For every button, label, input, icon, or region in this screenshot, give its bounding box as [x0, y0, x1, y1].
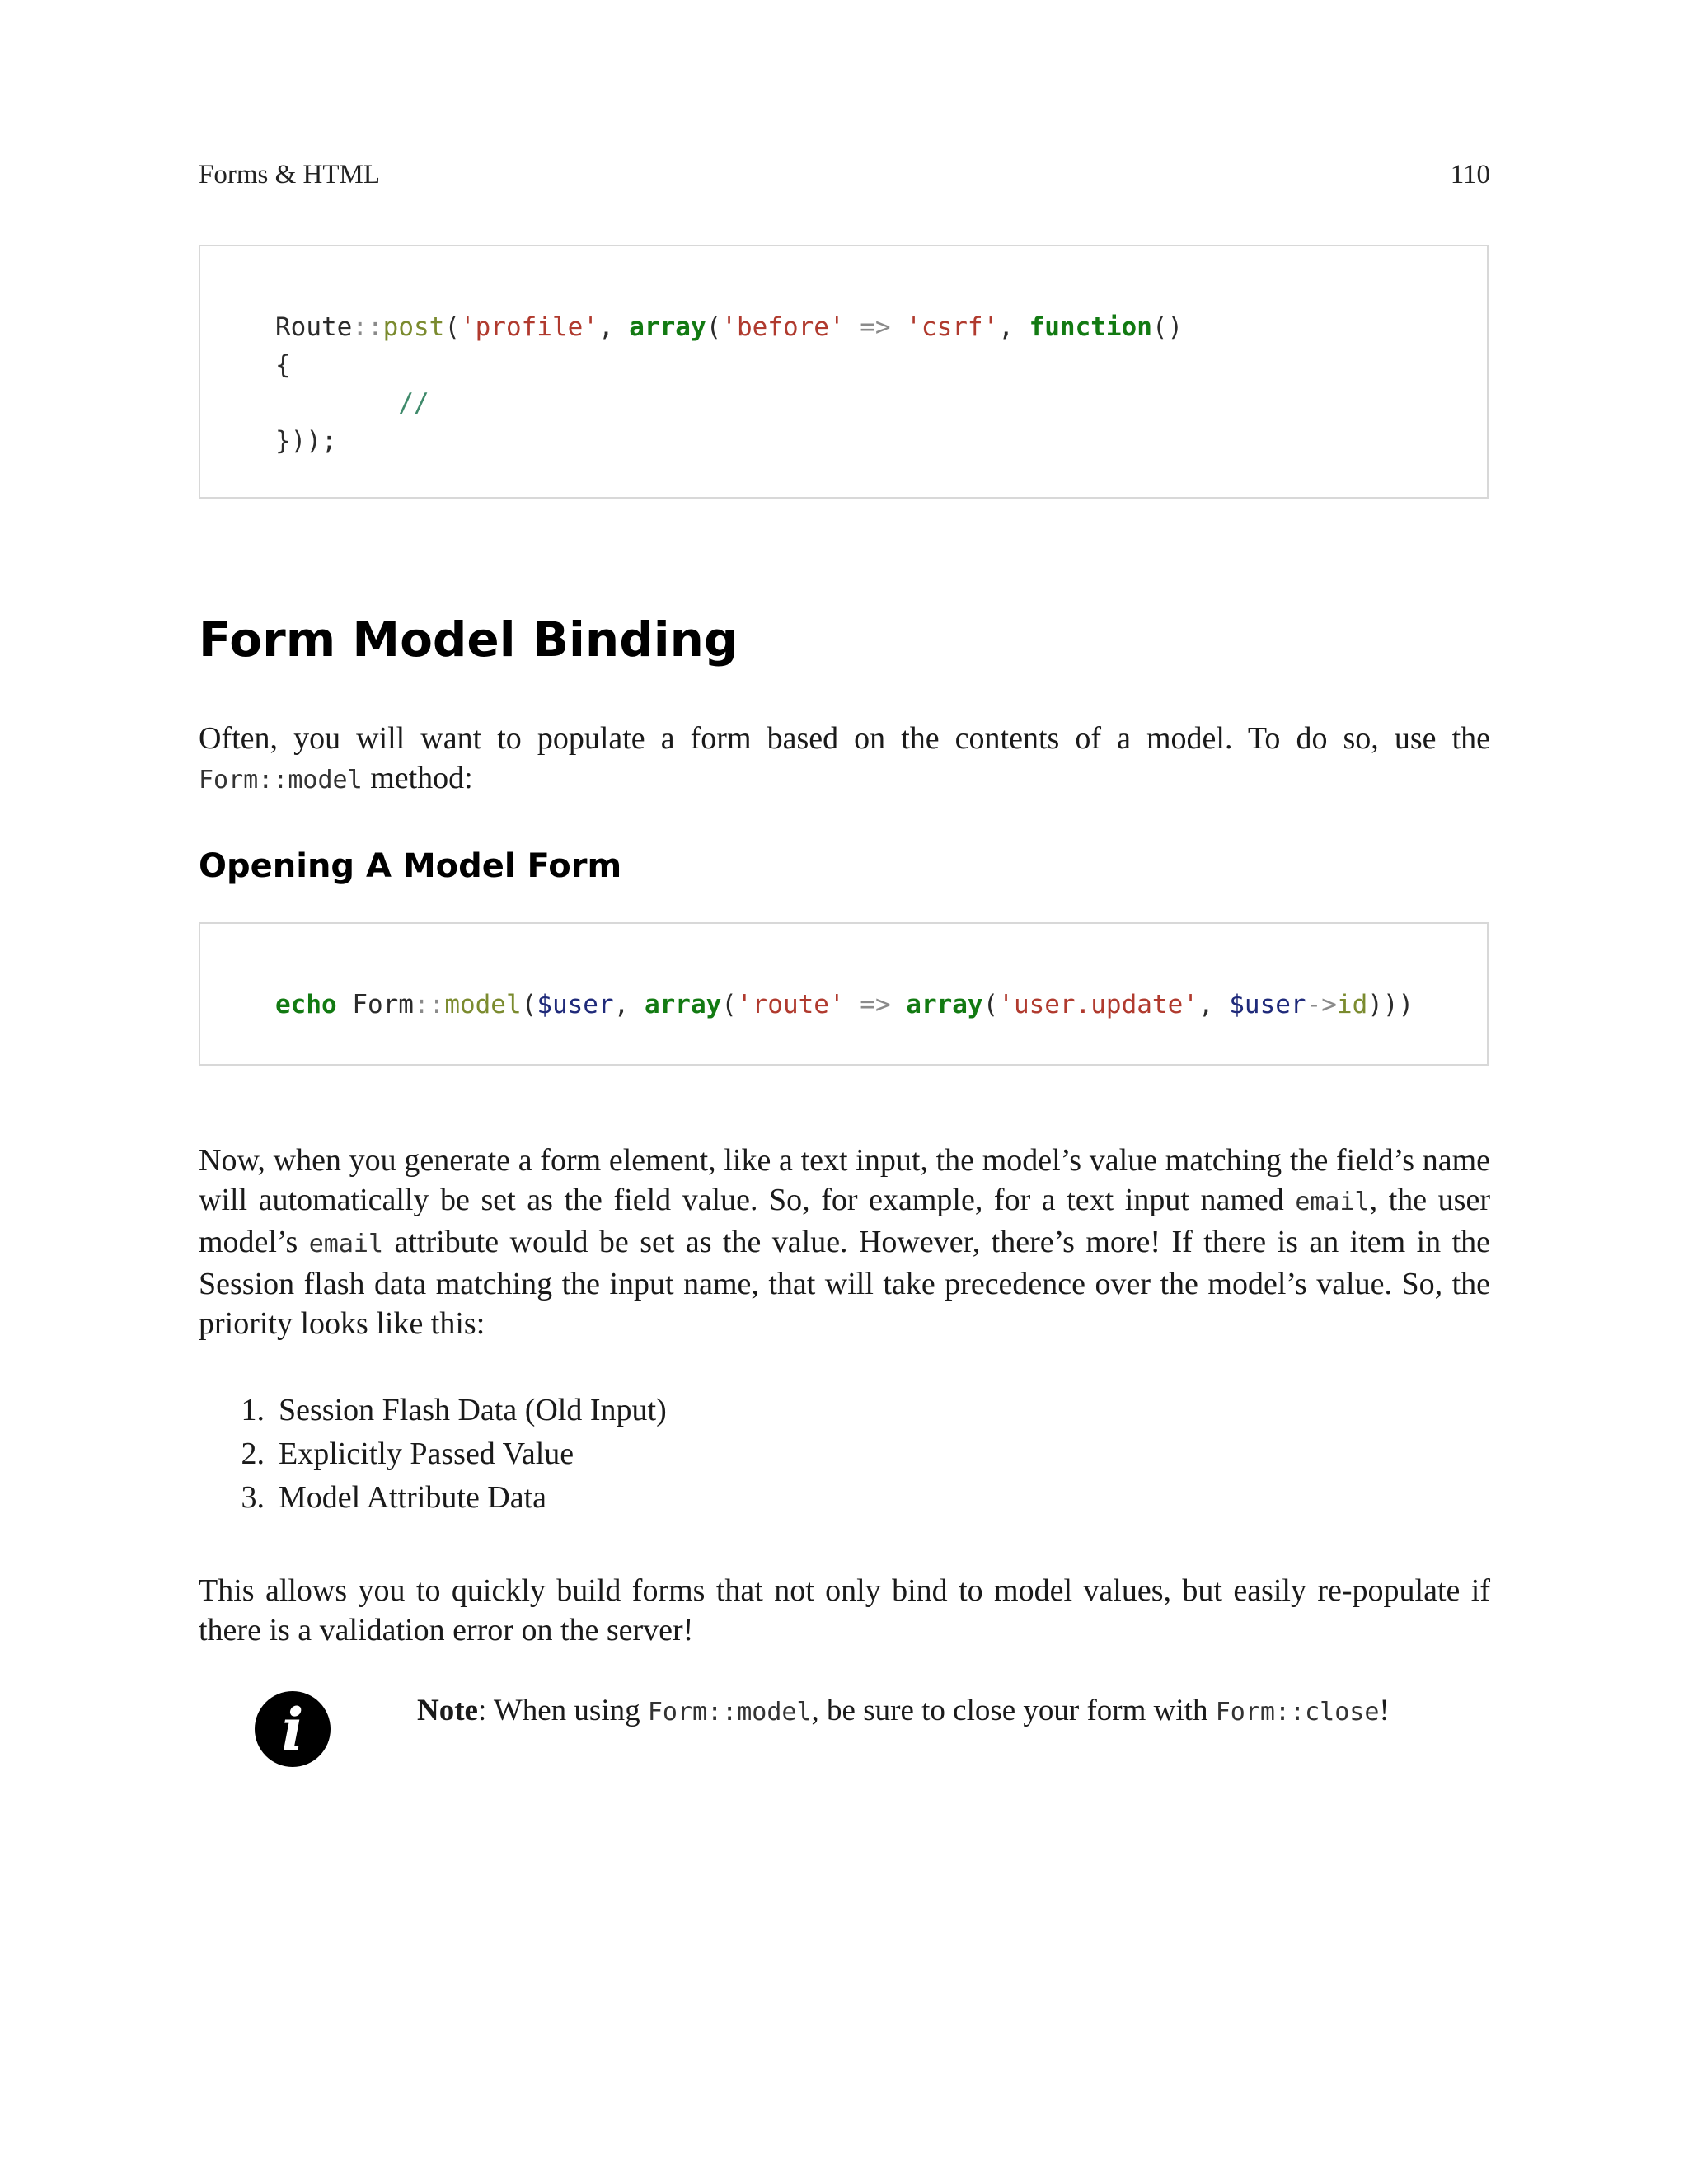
- inline-code: email: [308, 1230, 384, 1258]
- code-token: ))): [1367, 990, 1414, 1019]
- code-token: Form: [336, 990, 414, 1019]
- intro-text: Often, you will want to populate a form based on the contents of a model. To do so, use the: [199, 721, 1490, 756]
- paragraph-text: Now, when you generate a form element, like a text input, the model’s value matching the field’s name will automatically be set as the field value. So, for example, for a text input named: [199, 1143, 1490, 1217]
- code-token: [275, 388, 398, 418]
- code-token: $user: [537, 990, 614, 1019]
- conclusion-paragraph: This allows you to quickly build forms that not only bind to model values, but easily re-populate if there is a validation error on the server!: [199, 1573, 1490, 1647]
- note-text-part: : When using: [477, 1694, 648, 1727]
- paragraph-text: attribute would be set as the value. However, there’s more! If there is an item in the Session flash data matching the input name, that will take precedence over the model’s value. So, the priority looks like this:: [199, 1225, 1490, 1341]
- paragraph-text: , the user model’s: [199, 1183, 1490, 1259]
- code-token: 'user.update': [998, 990, 1198, 1019]
- code-token: array: [906, 990, 983, 1019]
- code-line: [275, 986, 1487, 1024]
- inline-code: email: [1295, 1188, 1370, 1216]
- code-token: ,: [598, 312, 630, 342]
- code-content: [275, 308, 1487, 460]
- code-line: [275, 308, 1487, 346]
- list-item: [199, 1476, 667, 1520]
- code-content: [275, 986, 1487, 1024]
- code-token: {: [275, 350, 291, 380]
- code-token: 'profile': [459, 312, 598, 342]
- note-text-part: , be sure to close your form with: [811, 1694, 1216, 1727]
- code-token: }));: [275, 426, 337, 456]
- inline-code: Form::close: [1215, 1698, 1380, 1727]
- code-token: post: [382, 312, 445, 342]
- subsection-title: Opening A Model Form: [199, 847, 622, 885]
- code-token: $user: [1229, 990, 1306, 1019]
- code-token: 'before': [721, 312, 845, 342]
- list-number: 3.: [241, 1480, 265, 1515]
- intro-text-end: method:: [362, 761, 473, 795]
- list-item: [199, 1432, 667, 1476]
- note-callout: [255, 1691, 1491, 1767]
- page-number: 110: [1450, 160, 1490, 190]
- running-header: [199, 160, 1490, 190]
- code-token: (: [982, 990, 999, 1019]
- code-token: id: [1336, 990, 1368, 1019]
- section-title: Form Model Binding: [199, 612, 738, 668]
- list-item: [199, 1389, 667, 1432]
- list-number: 1.: [241, 1393, 265, 1427]
- note-text-part: !: [1379, 1694, 1390, 1727]
- code-token: (: [521, 990, 537, 1019]
- code-token: ,: [1198, 990, 1230, 1019]
- intro-paragraph: [199, 719, 1490, 800]
- chapter-title: Forms & HTML: [199, 160, 381, 190]
- code-token: echo: [275, 990, 337, 1019]
- code-token: array: [629, 312, 706, 342]
- priority-list: [199, 1389, 667, 1520]
- code-block-model-form: [199, 922, 1489, 1066]
- list-item-text: Session Flash Data (Old Input): [279, 1393, 667, 1427]
- code-token: ->: [1306, 990, 1337, 1019]
- list-number: 2.: [241, 1436, 265, 1471]
- code-token: ,: [998, 312, 1029, 342]
- code-token: ::: [413, 990, 445, 1019]
- code-token: 'csrf': [906, 312, 999, 342]
- code-token: model: [444, 990, 522, 1019]
- note-text: [417, 1691, 1390, 1732]
- code-token: (: [444, 312, 460, 342]
- inline-code: Form::model: [199, 766, 363, 794]
- code-token: Route: [275, 312, 353, 342]
- code-token: function: [1029, 312, 1152, 342]
- info-icon: i: [255, 1691, 331, 1767]
- code-token: ,: [613, 990, 645, 1019]
- list-item-text: Explicitly Passed Value: [279, 1436, 574, 1471]
- code-token: (): [1151, 312, 1184, 342]
- code-token: array: [644, 990, 722, 1019]
- list-item-text: Model Attribute Data: [279, 1480, 547, 1515]
- code-token: (: [706, 312, 722, 342]
- note-label: Note: [417, 1694, 478, 1727]
- code-token: ::: [352, 312, 383, 342]
- code-block-route-csrf: [199, 245, 1489, 499]
- code-token: (: [721, 990, 737, 1019]
- code-token: 'route': [736, 990, 845, 1019]
- code-token: =>: [844, 990, 907, 1019]
- code-token: =>: [844, 312, 907, 342]
- code-token: //: [398, 388, 429, 418]
- code-line: [275, 384, 1487, 422]
- inline-code: Form::model: [647, 1698, 812, 1727]
- priority-explanation-paragraph: [199, 1141, 1490, 1343]
- code-line: [275, 422, 1487, 460]
- code-line: [275, 346, 1487, 384]
